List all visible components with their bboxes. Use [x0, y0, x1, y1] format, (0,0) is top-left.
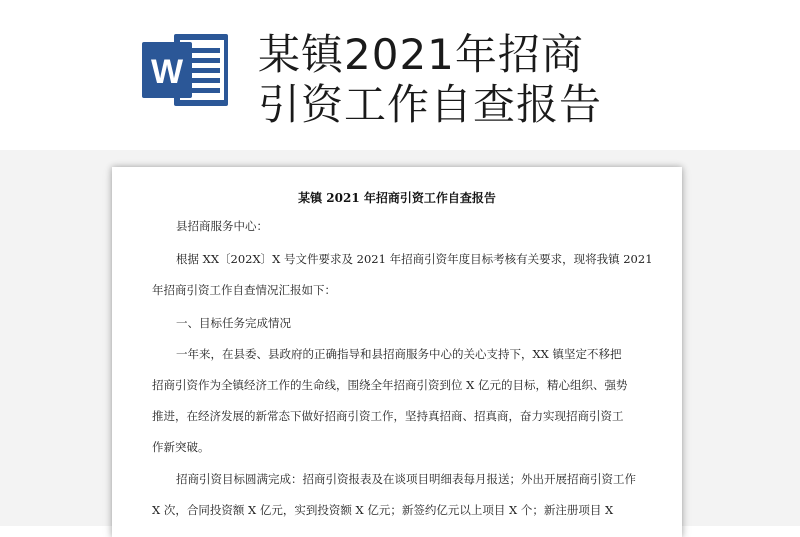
paragraph-line: 推进，在经济发展的新常态下做好招商引资工作，坚持真招商、招真商，奋力实现招商引资工	[152, 409, 624, 423]
paragraph-line: 招商引资作为全镇经济工作的生命线，围绕全年招商引资到位 X 亿元的目标，精心组织、强势	[152, 378, 628, 392]
banner-title	[258, 30, 778, 130]
paragraph-line: 招商引资目标圆满完成：招商引资报表及在谈项目明细表每月报送；外出开展招商引资工作	[176, 472, 636, 486]
paragraph-line: X 次，合同投资额 X 亿元，实到投资额 X 亿元；新签约亿元以上项目 X 个；新注册项目 X	[152, 503, 614, 517]
paragraph-line: 根据 XX〔202X〕X 号文件要求及 2021 年招商引资年度目标考核有关要求，现将我镇 2021	[176, 252, 653, 266]
section-heading: 一、目标任务完成情况	[176, 316, 291, 330]
paragraph-line: 作新突破。	[152, 440, 210, 454]
banner-title-line-2: 引资工作自查报告	[258, 80, 603, 129]
paragraph-line: 年招商引资工作自查情况汇报如下：	[152, 283, 336, 297]
paragraph-line: 县招商服务中心：	[176, 219, 268, 233]
document-page	[112, 167, 682, 537]
logo-letter: W	[150, 53, 184, 91]
microsoft-word-icon	[140, 30, 232, 110]
banner-header	[0, 0, 800, 150]
banner-title-line-1: 某镇2021年招商	[258, 30, 584, 79]
document-title: 某镇 2021 年招商引资工作自查报告	[298, 191, 496, 205]
paragraph-line: 一年来，在县委、县政府的正确指导和县招商服务中心的关心支持下，XX 镇坚定不移把	[176, 347, 622, 361]
